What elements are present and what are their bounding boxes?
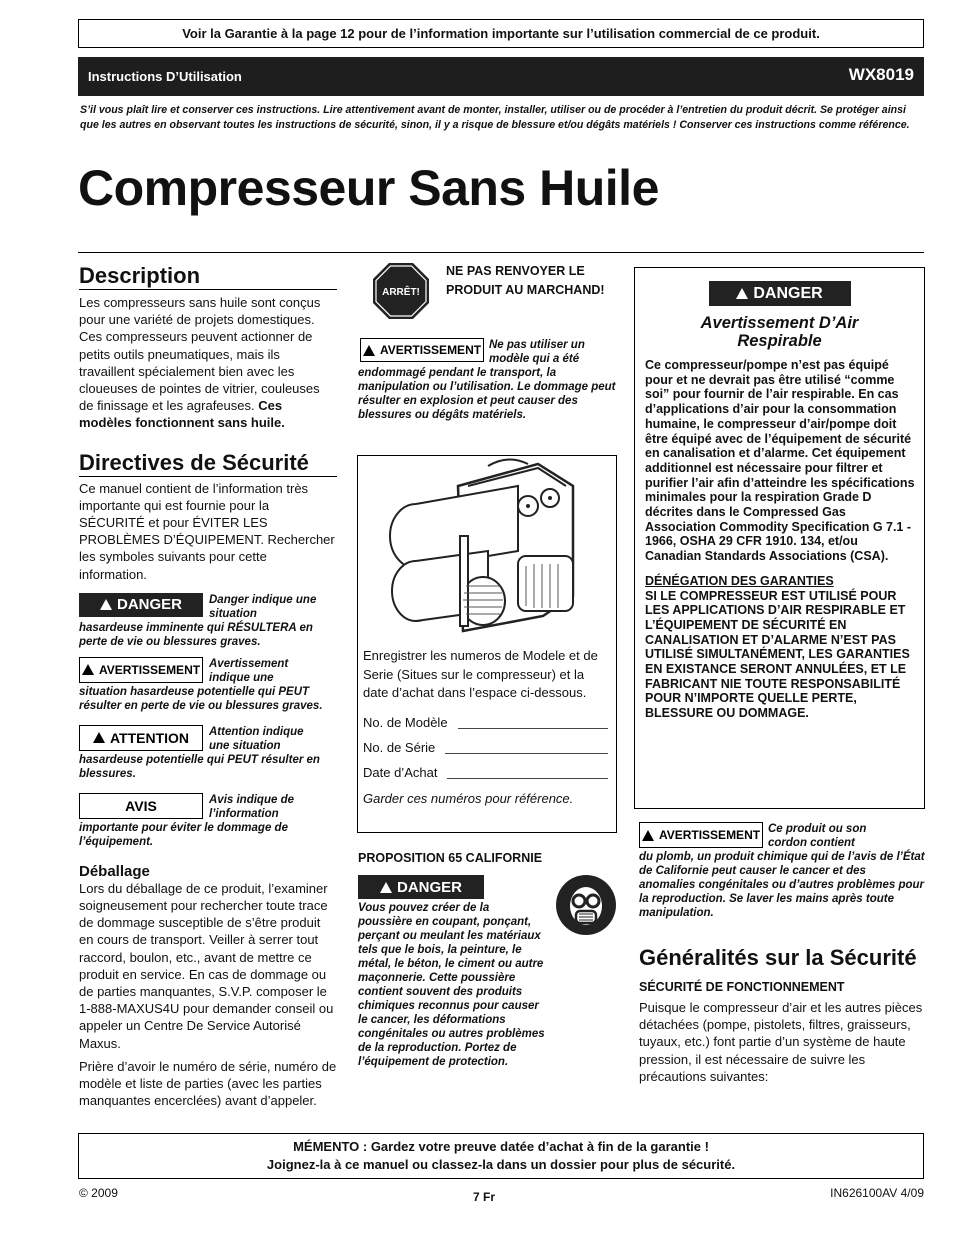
stop-text: NE PAS RENVOYER LE PRODUIT AU MARCHAND! [446, 264, 605, 297]
avertissement-label: AVERTISSEMENT [360, 338, 484, 362]
disclaimer-text: SI LE COMPRESSEUR EST UTILISÉ POUR LES APPLICATIONS D’AIR RESPIRABLE ET L’ÉQUIPEMENT DE SÉCURITÉ EN CANALISATION ET D’ALARME N’EST PAS UTILISÉ SIMULTANÉMENT, LES GARANTIES EN EXISTANCE SERONT ANNULÉES, ET LE FABRICANT NIE TOUTE RESPONSABILITÉ POUR N’IMPORTE QUELLE PERTE, BLESSURE OU DOMMAGE. [645, 588, 910, 721]
header-section: Instructions D’Utilisation [88, 69, 242, 84]
model-number-field[interactable]: No. de Modèle [363, 710, 608, 735]
header-bar [78, 57, 924, 96]
warning-triangle-icon [363, 345, 375, 356]
warning-triangle-icon [380, 882, 392, 893]
footer-code: IN626100AV 4/09 [830, 1186, 924, 1200]
deballage-p2: Prière d’avoir le numéro de série, numéro de modèle et liste de parties (avec les parties manquantes encerclées) avant d’appeler. [79, 1058, 337, 1109]
attention-definition: ATTENTION Attention indique une situation hasardeuse potentielle qui PEUT résulter en blessures. [79, 725, 320, 780]
attention-label: ATTENTION [79, 725, 203, 751]
page-title: Compresseur Sans Huile [78, 160, 659, 216]
general-section [639, 945, 924, 1085]
memento-line2: Joignez-la à ce manuel ou classez-la dans un dossier pour plus de sécurité. [266, 1157, 736, 1172]
avertissement-label: AVERTISSEMENT [639, 822, 763, 848]
deballage-p1: Lors du déballage de ce produit, l’examiner soigneusement pour rechercher toute trace de dommage susceptible de s’être produit en cours de transport. Veiller à serrer tout raccord, boulon, etc., avant de mettre ce produit en service. En cas de dommage ou de parties manquantes, S.V.P. composer le 1-888-MAXUS4U pour demander conseil ou appeler un Centre De Service Autorisé Maxus. [79, 880, 334, 1051]
general-text: Puisque le compresseur d’air et les autres pièces détachées (pompe, pistolets, filtres, graisseurs, tuyaux, etc.) font partie d’un système de haute pression, il est nécessaire de suivre les précautions suivantes: [639, 1000, 923, 1084]
purchase-date-field[interactable]: Date d’Achat [363, 760, 608, 785]
disclaimer-heading: DÉNÉGATION DES GARANTIES [645, 573, 834, 588]
warning-damaged: AVERTISSEMENT Ne pas utiliser un modèle qui a été endommagé pendant le transport, la manipulation ou l’utilisation. Le dommage peut résulter en explosion et peut causer des blessures ou dégâts matériels. [358, 339, 616, 421]
danger-label: DANGER [358, 875, 484, 899]
register-text: Enregistrer les numeros de Modele et de Serie (Situes sur le compresseur) et la date d’achat dans l’espace ci-dessous. [363, 648, 598, 700]
avis-label: AVIS [79, 793, 203, 819]
memento-line1: MÉMENTO : Gardez votre preuve datée d’achat à fin de la garantie ! [293, 1139, 709, 1154]
register-keep-note: Garder ces numéros pour référence. [363, 790, 574, 806]
serial-number-field[interactable]: No. de Série [363, 735, 608, 760]
warning-triangle-icon [642, 830, 654, 841]
stop-notice [358, 262, 618, 320]
left-column [79, 263, 337, 1109]
danger-air-text: Ce compresseur/pompe n’est pas équipé pour et ne devrait pas être utilisé “comme soi” pour fournir de l’air respirable. En cas d’applications d’air pour la consommation humaine, le compresseur d’air/pompe doit être équipé avec de l’équipement de sécurité en canalisation et d’alarme. Cet équipement additionnel est nécessaire pour filtrer et purifier l’air afin d’atteindre les spécifications minimales pour la respiration Grade D décrites dans le Compressed Gas Association Commodity Specification G 7.1 - 1966, OSHA 29 CFR 1910. 134, et/ou Canadian Standards Associations (CSA). [645, 358, 915, 564]
avis-definition: AVIS Avis indique de l’information importante pour éviter le dommage de l’équipement. [79, 793, 294, 848]
warranty-notice: Voir la Garantie à la page 12 pour de l’information importante sur l’utilisation commercial de ce produit. [78, 19, 924, 48]
footer-page-number: 7 Fr [473, 1190, 496, 1204]
protective-mask-icon [554, 873, 618, 937]
danger-label: DANGER [709, 281, 851, 306]
warning-triangle-icon [736, 288, 748, 299]
description-heading: Description [79, 263, 337, 290]
prop65-heading: PROPOSITION 65 CALIFORNIE [358, 851, 543, 865]
general-heading: Généralités sur la Sécurité [639, 945, 917, 970]
register-box [357, 455, 617, 833]
danger-label: DANGER [79, 593, 203, 617]
deballage-heading: Déballage [79, 862, 150, 880]
footer-copyright: © 2009 [79, 1186, 118, 1200]
danger-definition: DANGER Danger indique une situation hasardeuse imminente qui RÉSULTERA en perte de vie ou blessures graves. [79, 593, 317, 648]
avertissement-definition: AVERTISSEMENT Avertissement indique une situation hasardeuse potentielle qui PEUT résulter en perte de vie ou blessures graves. [79, 657, 323, 712]
warning-triangle-icon [100, 599, 112, 610]
directives-heading: Directives de Sécurité [79, 450, 337, 477]
danger-air-heading: Avertissement D’Air Respirable [700, 314, 859, 350]
warning-triangle-icon [82, 664, 94, 675]
avertissement-label: AVERTISSEMENT [79, 657, 203, 683]
compressor-illustration [368, 456, 608, 646]
title-rule [78, 252, 924, 253]
memento-box [78, 1133, 924, 1179]
stop-sign-text: ARRÊT! [382, 287, 420, 298]
warning-lead: AVERTISSEMENT Ce produit ou son cordon contient du plomb, un produit chimique qui de l’avis de l’État de Californie peut causer le cancer et des anomalies congénitales ou d’autres problèmes pour la reproduction. Se laver les mains après toute manipulation. [639, 823, 925, 919]
danger-air-box [634, 267, 925, 809]
intro-text: S’il vous plaît lire et conserver ces instructions. Lire attentivement avant de monter, installer, utiliser ou de procéder à l’entretien du produit décrit. Se protéger ainsi que les autres en observant toutes les instructions de sécurité, sinon, il y a risque de blessure et/ou dégâts matériels ! Conserver ces instructions comme référence. [80, 104, 910, 131]
directives-body: Ce manuel contient de l’information très importante qui est fournie pour la SÉCURITÉ et pour ÉVITER LES PROBLÈMES D’ÉQUIPEMENT. Rechercher les symboles suivants pour cette information. [79, 480, 335, 582]
middle-column [358, 262, 618, 422]
register-fields [363, 647, 608, 806]
description-body: Les compresseurs sans huile sont conçus pour une variété de projets domestiques. Ces compresseurs peuvent actionner de petits outils pneumatiques, mais ils travaillent spécialement bien avec les cloueuses de pointes de vitrier, couleuses de finissage et les agrafeuses. Ces modèles fonctionnent sans huile. [79, 295, 321, 431]
warning-triangle-icon [93, 732, 105, 743]
header-model: WX8019 [848, 65, 914, 84]
prop65-text: Vous pouvez créer de la poussière en coupant, ponçant, perçant ou meulant les matériaux tels que le bois, la peinture, le métal, le béton, le ciment ou autre maçonnerie. Cette poussière contient souvent des produits chimiques reconnus pour causer le cancer, les déformations congénitales ou autres problèmes de la reproduction. Portez de l’équipement de protection. [358, 902, 545, 1068]
general-subheading: SÉCURITÉ DE FONCTIONNEMENT [639, 980, 845, 994]
stop-sign-icon [372, 262, 430, 320]
prop65-section [358, 851, 620, 1069]
